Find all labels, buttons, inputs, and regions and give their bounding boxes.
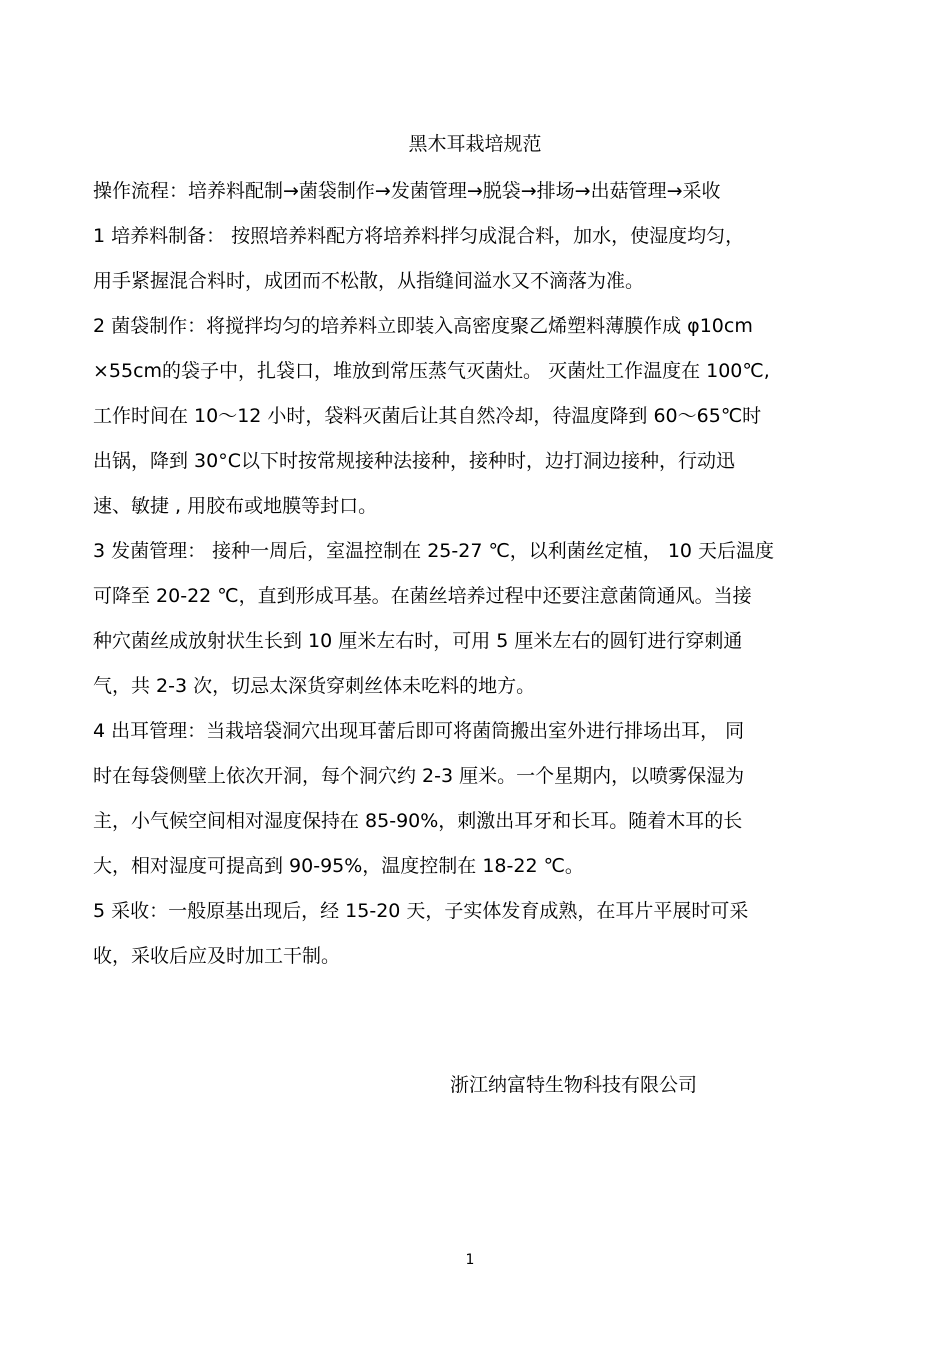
body-line: 可降至 20-22 ℃，直到形成耳基。在菌丝培养过程中还要注意菌筒通风。当接 <box>93 585 752 607</box>
body-line: 时在每袋侧壁上依次开洞，每个洞穴约 2-3 厘米。一个星期内，以喷雾保湿为 <box>93 765 745 787</box>
body-line: 主，小气候空间相对湿度保持在 85-90%，刺激出耳牙和长耳。随着木耳的长 <box>93 810 743 832</box>
body-line: 2 菌袋制作：将搅拌均匀的培养料立即装入高密度聚乙烯塑料薄膜作成 φ10cm <box>93 315 753 337</box>
body-line: 速、敏捷 , 用胶布或地膜等封口。 <box>93 495 378 517</box>
body-line: 气，共 2-3 次，切忌太深货穿刺丝体未吃料的地方。 <box>93 675 536 697</box>
company-name: 浙江纳富特生物科技有限公司 <box>450 1074 698 1096</box>
body-line: 工作时间在 10～12 小时，袋料灭菌后让其自然冷却，待温度降到 60～65℃时 <box>93 405 762 427</box>
body-line: 种穴菌丝成放射状生长到 10 厘米左右时，可用 5 厘米左右的圆钉进行穿刺通 <box>93 630 743 652</box>
body-line: 操作流程：培养料配制→菌袋制作→发菌管理→脱袋→排场→出菇管理→采收 <box>93 180 721 202</box>
body-line: 用手紧握混合料时，成团而不松散，从指缝间溢水又不滴落为准。 <box>93 270 645 292</box>
body-line: 出锅，降到 30°C以下时按常规接种法接种，接种时，边打洞边接种，行动迅 <box>93 450 735 472</box>
body-line: 4 出耳管理：当栽培袋洞穴出现耳蕾后即可将菌筒搬出室外进行排场出耳， 同 <box>93 720 745 742</box>
body-line: ×55cm的袋子中，扎袋口，堆放到常压蒸气灭菌灶。 灭菌灶工作温度在 100℃, <box>93 360 770 382</box>
body-line: 5 采收：一般原基出现后，经 15-20 天，子实体发育成熟，在耳片平展时可采 <box>93 900 749 922</box>
body-line: 3 发菌管理： 接种一周后，室温控制在 25-27 ℃，以利菌丝定植， 10 天后温度 <box>93 540 775 562</box>
body-line: 1 培养料制备： 按照培养料配方将培养料拌匀成混合料，加水，使湿度均匀， <box>93 225 745 247</box>
page-number: 1 <box>465 1252 475 1268</box>
document-body <box>93 174 863 984</box>
body-line: 大，相对湿度可提高到 90-95%，温度控制在 18-22 ℃。 <box>93 855 584 877</box>
body-line: 收，采收后应及时加工干制。 <box>93 945 341 967</box>
document-title: 黑木耳栽培规范 <box>408 133 542 155</box>
